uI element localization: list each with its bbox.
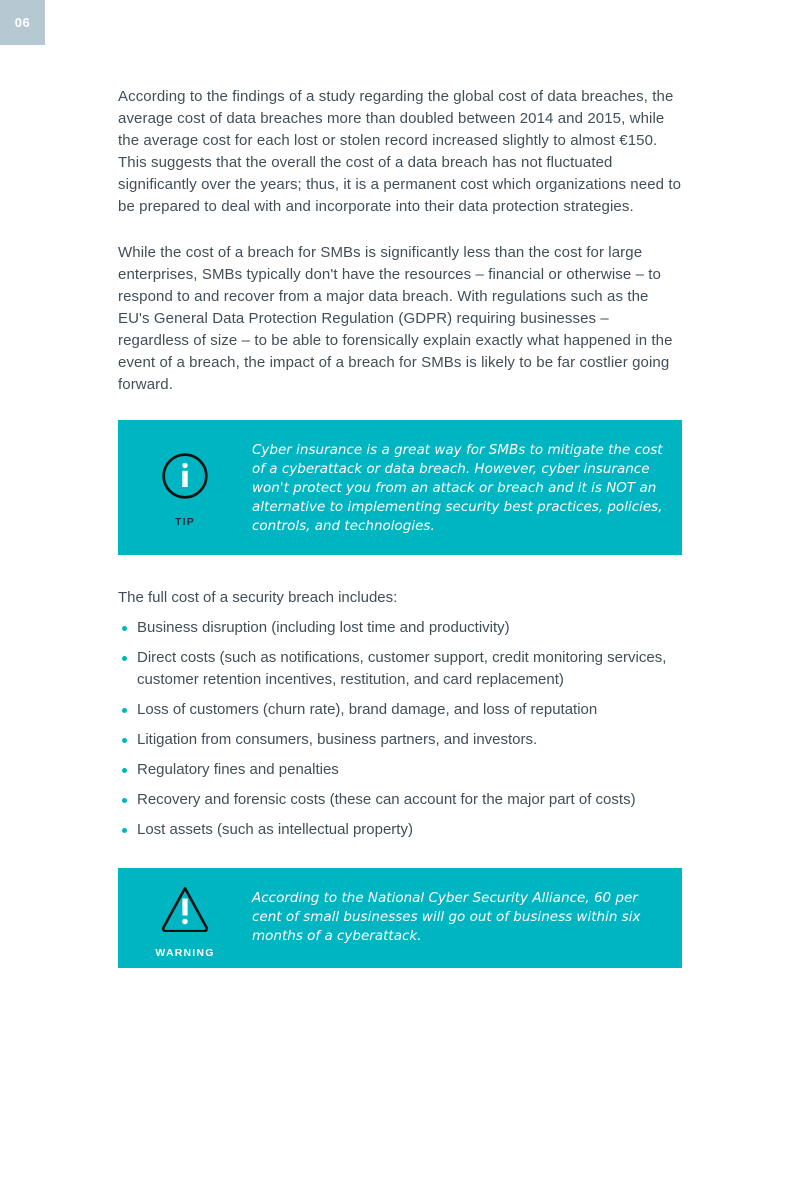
- warning-text: According to the National Cyber Security Alliance, 60 per cent of small businesses will go out of business within six months of a cyberattack.: [252, 890, 641, 944]
- warning-label: WARNING: [155, 947, 215, 959]
- list-intro: The full cost of a security breach includes:: [118, 589, 398, 606]
- bullet-icon: [122, 656, 127, 661]
- list-item: [118, 617, 682, 639]
- list-item-text: Litigation from consumers, business partners, and investors.: [137, 731, 538, 748]
- bullet-icon: [122, 798, 127, 803]
- list-item-text: Business disruption (including lost time and productivity): [137, 619, 510, 636]
- list-item-text: Lost assets (such as intellectual property): [137, 821, 413, 838]
- page-number-label: 06: [14, 15, 31, 30]
- tip-label: TIP: [175, 516, 195, 528]
- list-item-text: Recovery and forensic costs (these can account for the major part of costs): [137, 791, 636, 808]
- bullet-icon: [122, 708, 127, 713]
- page-number-badge: [0, 0, 45, 45]
- info-icon: [161, 452, 209, 505]
- cost-list: [118, 617, 682, 841]
- paragraph-breach-cost: According to the findings of a study regarding the global cost of data breaches, the average cost of data breaches more than doubled between 2014 and 2015, while the average cost for each lost or stolen record increased slightly to almost €150. This suggests that the overall the cost of a data breach has not fluctuated significantly over the years; thus, it is a permanent cost which organizations need to be prepared to deal with and incorporate into their data protection strategies.: [118, 88, 682, 215]
- list-item-text: Loss of customers (churn rate), brand damage, and loss of reputation: [137, 701, 598, 718]
- warning-icon: [160, 885, 210, 937]
- tip-callout: [118, 420, 682, 555]
- bullet-icon: [122, 626, 127, 631]
- list-item: [118, 759, 682, 781]
- list-item: [118, 789, 682, 811]
- list-item: [118, 647, 682, 691]
- list-item: [118, 819, 682, 841]
- list-item: [118, 729, 682, 751]
- list-item: [118, 699, 682, 721]
- warning-icon-column: [118, 868, 252, 968]
- paragraph-smb-impact: While the cost of a breach for SMBs is significantly less than the cost for large enterprises, SMBs typically don't have the resources – financial or otherwise – to respond to and recover from a major data breach. With regulations such as the EU's General Data Protection Regulation (GDPR) requiring businesses – regardless of size – to be able to forensically explain exactly what happened in the event of a breach, the impact of a breach for SMBs is likely to be far costlier going forward.: [118, 244, 673, 393]
- bullet-icon: [122, 738, 127, 743]
- bullet-icon: [122, 768, 127, 773]
- page-content: [118, 86, 682, 968]
- bullet-icon: [122, 828, 127, 833]
- list-item-text: Direct costs (such as notifications, customer support, credit monitoring services, customer retention incentives, restitution, and card replacement): [137, 649, 667, 688]
- list-item-text: Regulatory fines and penalties: [137, 761, 339, 778]
- tip-icon-column: [118, 420, 252, 555]
- warning-callout: [118, 868, 682, 968]
- tip-text: Cyber insurance is a great way for SMBs to mitigate the cost of a cyberattack or data breach. However, cyber insurance won't protect you from an attack or breach and it is NOT an alternative to implementing security best practices, policies, controls, and technologies.: [252, 442, 663, 534]
